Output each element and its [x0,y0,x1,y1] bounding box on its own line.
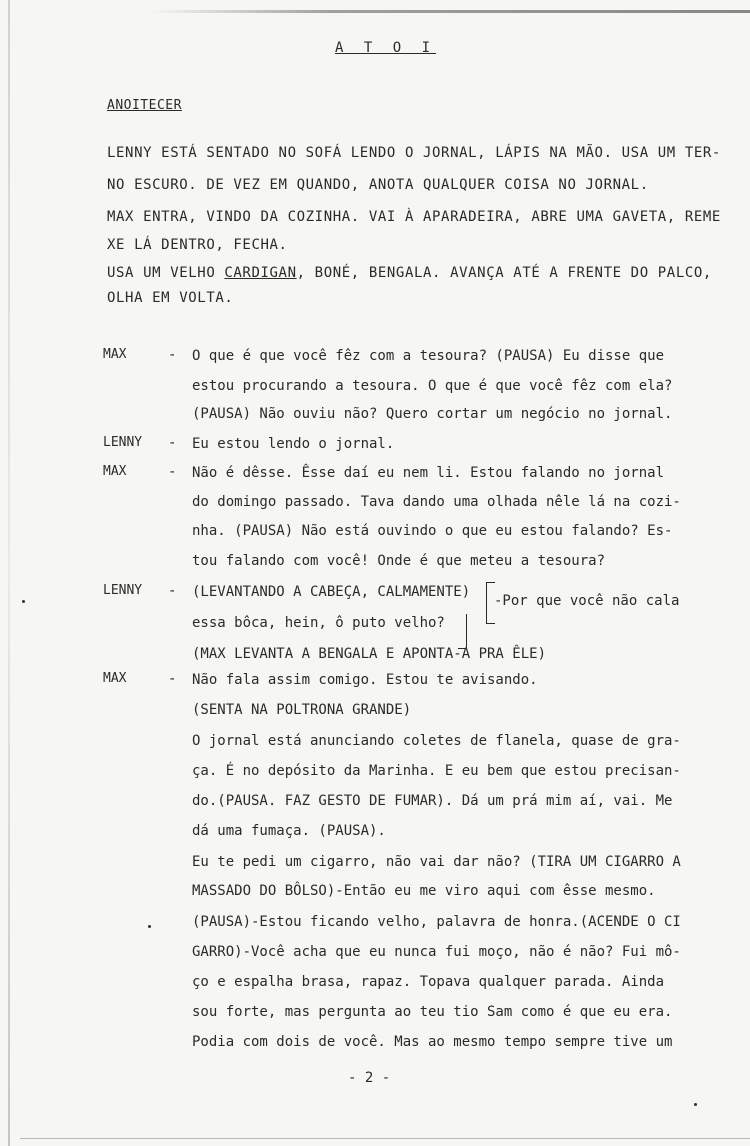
dialogue-line: (MAX LEVANTA A BENGALA E APONTA-A PRA ÊLE) [192,646,547,662]
stage-direction-line: NO ESCURO. DE VEZ EM QUANDO, ANOTA QUALQUER COISA NO JORNAL. [107,177,649,193]
dialogue-line: Podia com dois de você. Mas ao mesmo tempo sempre tive um [192,1034,673,1050]
page-bottom-edge [20,1138,750,1139]
stage-direction-fragment: , BONÉ, BENGALA. AVANÇA ATÉ A FRENTE DO PALCO, [296,265,712,281]
page-number: - 2 - [348,1070,391,1086]
stage-direction-line: MAX ENTRA, VINDO DA COZINHA. VAI À APARADEIRA, ABRE UMA GAVETA, REME [107,209,721,225]
dialogue-line: dá uma fumaça. (PAUSA). [192,823,386,839]
dialogue-line: do domingo passado. Tava dando uma olhada nêle lá na cozi- [192,494,681,510]
dialogue-line: (LEVANTANDO A CABEÇA, CALMAMENTE) [192,584,471,600]
speaker-dash: - [168,464,177,480]
dialogue-line: Eu estou lendo o jornal. [192,436,395,452]
dialogue-line: Não fala assim comigo. Estou te avisando. [192,672,538,688]
act-title: A T O I [335,40,437,56]
dialogue-line: estou procurando a tesoura. O que é que você fêz com ela? [192,378,673,394]
dialogue-line: MASSADO DO BÔLSO)-Então eu me viro aqui com êsse mesmo. [192,883,656,899]
dialogue-line: Eu te pedi um cigarro, não vai dar não? (TIRA UM CIGARRO A [192,854,681,870]
margin-bracket [458,614,467,649]
dialogue-line: -Por que você não cala [494,593,680,609]
dialogue-line: nha. (PAUSA) Não está ouvindo o que eu estou falando? Es- [192,523,673,539]
speaker-dash: - [168,583,177,599]
ink-speck [694,1103,697,1106]
stage-direction-fragment: USA UM VELHO [107,265,225,281]
speaker-label: MAX [103,347,127,362]
dialogue-line: O que é que você fêz com a tesoura? (PAUSA) Eu disse que [192,348,665,364]
stage-direction-line: LENNY ESTÁ SENTADO NO SOFÁ LENDO O JORNAL, LÁPIS NA MÃO. USA UM TER- [107,145,721,161]
dialogue-line: ço e espalha brasa, rapaz. Topava qualquer parada. Ainda [192,974,665,990]
speaker-label: MAX [103,464,127,479]
stage-direction-line [107,264,712,282]
page-left-edge [8,0,10,1146]
speaker-label: LENNY [103,435,143,450]
dialogue-line: sou forte, mas pergunta ao teu tio Sam como é que eu era. [192,1004,673,1020]
scene-heading: ANOITECER [107,98,182,113]
stage-direction-underlined: CARDIGAN [224,265,297,281]
dialogue-line: (PAUSA) Não ouviu não? Quero cortar um negócio no jornal. [192,406,673,422]
speaker-dash: - [168,347,177,363]
stage-direction-line: OLHA EM VOLTA. [107,290,234,306]
speaker-label: LENNY [103,583,143,598]
dialogue-line: Não é dêsse. Êsse daí eu nem li. Estou falando no jornal [192,465,665,481]
speaker-dash: - [168,435,177,451]
speaker-label: MAX [103,671,127,686]
page-top-edge [150,10,750,13]
dialogue-line: (SENTA NA POLTRONA GRANDE) [192,702,412,718]
ink-speck [148,925,151,928]
dialogue-line: do.(PAUSA. FAZ GESTO DE FUMAR). Dá um prá mim aí, vai. Me [192,793,673,809]
dialogue-line: tou falando com você! Onde é que meteu a tesoura? [192,553,606,569]
stage-direction-line: XE LÁ DENTRO, FECHA. [107,237,288,253]
margin-bracket [486,582,495,624]
dialogue-line: O jornal está anunciando coletes de flanela, quase de gra- [192,733,681,749]
dialogue-line: essa bôca, hein, ô puto velho? [192,615,445,631]
dialogue-line: ça. É no depósito da Marinha. E eu bem que estou precisan- [192,763,681,779]
speaker-dash: - [168,671,177,687]
ink-speck [22,600,25,603]
dialogue-line: (PAUSA)-Estou ficando velho, palavra de honra.(ACENDE O CI [192,914,681,930]
dialogue-line: GARRO)-Você acha que eu nunca fui moço, não é não? Fui mô- [192,944,681,960]
